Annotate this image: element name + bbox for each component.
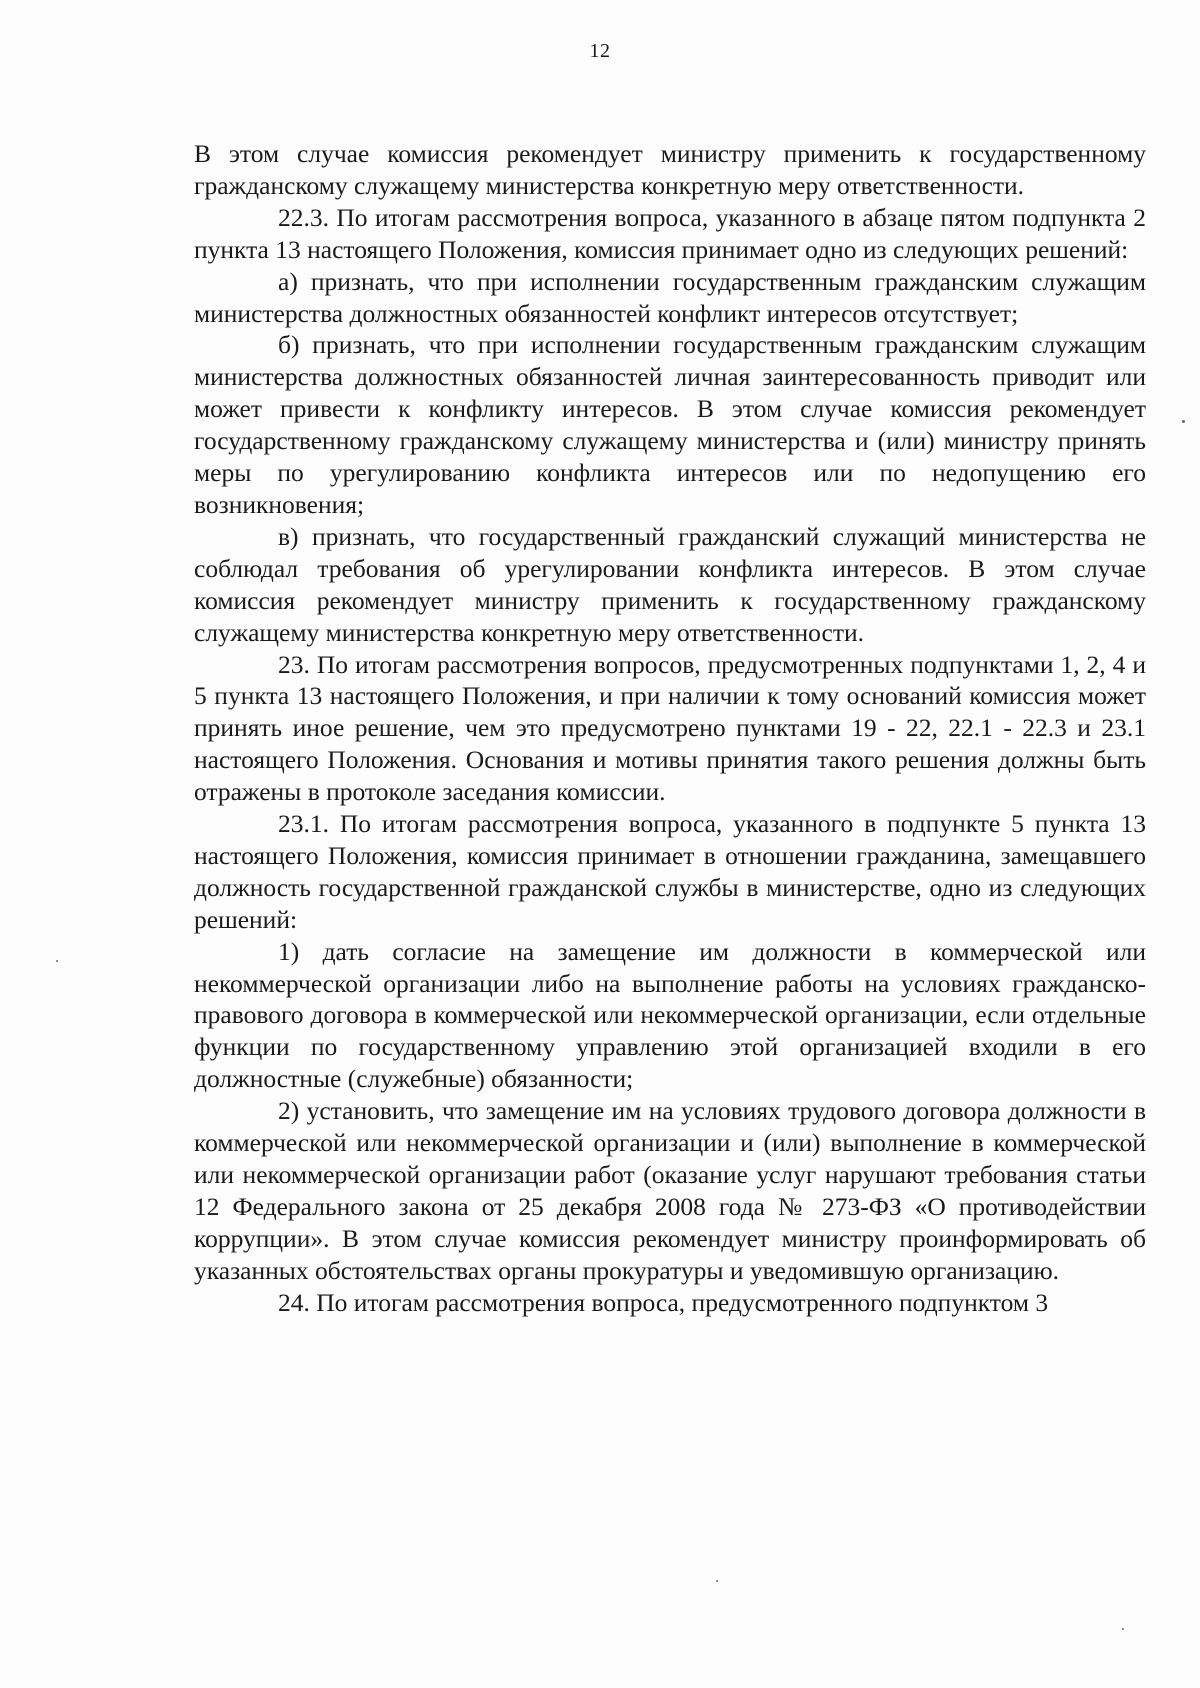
document-body (194, 138, 1146, 1319)
paragraph-22-3-a: а) признать, что при исполнении государственным гражданским служащим министерства должностных обязанностей конфликт интересов отсутствует; (194, 266, 1146, 328)
paragraph-22-3: 22.3. По итогам рассмотрения вопроса, указанного в абзаце пятом подпункта 2 пункта 13 настоящего Положения, комиссия принимает одно из следующих решений: (194, 202, 1146, 264)
scan-speck (716, 1580, 718, 1582)
paragraph-23-1: 23.1. По итогам рассмотрения вопроса, указанного в подпункте 5 пункта 13 настоящего Положения, комиссия принимает в отношении гражданина, замещавшего должность государственной гражданской службы в министерстве, одно из следующих решений: (194, 809, 1146, 934)
scan-speck (1182, 420, 1185, 423)
paragraph-23-1-2: 2) установить, что замещение им на условиях трудового договора должности в коммерческой или некоммерческой организации и (или) выполнение в коммерческой или некоммерческой организации работ (оказание услуг нарушают требования статьи 12 Федерального закона от 25 декабря 2008 года № 273-ФЗ «О противодействии коррупции». В этом случае комиссия рекомендует министру проинформировать об указанных обстоятельствах органы прокуратуры и уведомившую организацию. (194, 1096, 1146, 1285)
paragraph-24: 24. По итогам рассмотрения вопроса, предусмотренного подпунктом 3 (278, 1287, 1049, 1317)
paragraph-23: 23. По итогам рассмотрения вопросов, предусмотренных подпунктами 1, 2, 4 и 5 пункта 13 настоящего Положения, и при наличии к тому оснований комиссия может принять иное решение, чем это предусмотрено пунктами 19 - 22, 22.1 - 22.3 и 23.1 настоящего Положения. Основания и мотивы принятия такого решения должны быть отражены в протоколе заседания комиссии. (194, 649, 1146, 807)
paragraph-penalty-recommendation: В этом случае комиссия рекомендует министру применить к государственному гражданскому служащему министерства конкретную меру ответственности. (194, 139, 1146, 200)
page-number: 12 (589, 40, 611, 62)
paragraph-22-3-b: б) признать, что при исполнении государственным гражданским служащим министерства должностных обязанностей личная заинтересованность приводит или может привести к конфликту интересов. В этом случае комиссия рекомендует государственному гражданскому служащему министерства и (или) министру принять меры по урегулированию конфликта интересов или по недопущению его возникновения; (194, 330, 1146, 519)
paragraph-22-3-v: в) признать, что государственный гражданский служащий министерства не соблюдал требования об урегулировании конфликта интересов. В этом случае комиссия рекомендует министру применить к государственному гражданскому служащему министерства конкретную меру ответственности. (194, 521, 1146, 647)
scan-speck (1122, 1628, 1124, 1630)
scan-speck (56, 960, 58, 962)
paragraph-23-1-1: 1) дать согласие на замещение им должности в коммерческой или некоммерческой организации либо на выполнение работы на условиях гражданско-правового договора в коммерческой или некоммерческой организации, если отдельные функции по государственному управлению этой организацией входили в его должностные (служебные) обязанности; (194, 936, 1146, 1094)
